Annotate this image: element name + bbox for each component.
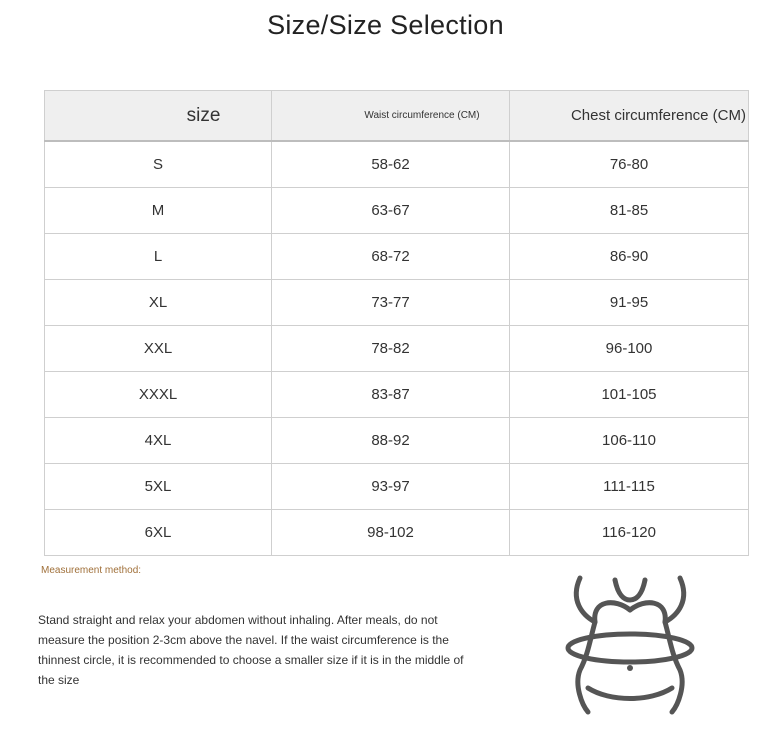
cell-size: XXXL [45, 372, 272, 418]
cell-waist: 83-87 [272, 372, 510, 418]
cell-chest: 101-105 [510, 372, 749, 418]
table-header-row [45, 91, 749, 142]
cell-waist: 63-67 [272, 188, 510, 234]
cell-chest: 81-85 [510, 188, 749, 234]
cell-chest: 86-90 [510, 234, 749, 280]
cell-size: 4XL [45, 418, 272, 464]
cell-size: S [45, 141, 272, 188]
header-chest: Chest circumference (CM) [510, 91, 749, 142]
table-row [45, 326, 749, 372]
table-row [45, 141, 749, 188]
cell-size: L [45, 234, 272, 280]
table-row [45, 510, 749, 556]
cell-waist: 98-102 [272, 510, 510, 556]
cell-size: 5XL [45, 464, 272, 510]
cell-waist: 88-92 [272, 418, 510, 464]
page-title: Size/Size Selection [267, 10, 504, 40]
cell-chest: 116-120 [510, 510, 749, 556]
cell-chest: 106-110 [510, 418, 749, 464]
cell-size: M [45, 188, 272, 234]
waist-measure-body-icon [560, 570, 700, 720]
table-row [45, 188, 749, 234]
table-row [45, 280, 749, 326]
size-chart-table [44, 90, 749, 556]
cell-size: 6XL [45, 510, 272, 556]
cell-waist: 78-82 [272, 326, 510, 372]
cell-waist: 93-97 [272, 464, 510, 510]
cell-chest: 111-115 [510, 464, 749, 510]
cell-waist: 73-77 [272, 280, 510, 326]
cell-chest: 76-80 [510, 141, 749, 188]
measurement-method-title: Measurement method: [41, 565, 142, 576]
cell-waist: 58-62 [272, 141, 510, 188]
cell-chest: 91-95 [510, 280, 749, 326]
cell-chest: 96-100 [510, 326, 749, 372]
cell-size: XL [45, 280, 272, 326]
header-size: size [45, 91, 272, 142]
table-row [45, 372, 749, 418]
table-row [45, 418, 749, 464]
table-row [45, 234, 749, 280]
table-row [45, 464, 749, 510]
measurement-method-text: Stand straight and relax your abdomen without inhaling. After meals, do not measure the position 2-3cm above the navel. If the waist circumference is the thinnest circle, it is recommended to choose a smaller size if it is in the middle of the size [38, 613, 464, 687]
cell-waist: 68-72 [272, 234, 510, 280]
header-waist: Waist circumference (CM) [272, 91, 510, 142]
cell-size: XXL [45, 326, 272, 372]
